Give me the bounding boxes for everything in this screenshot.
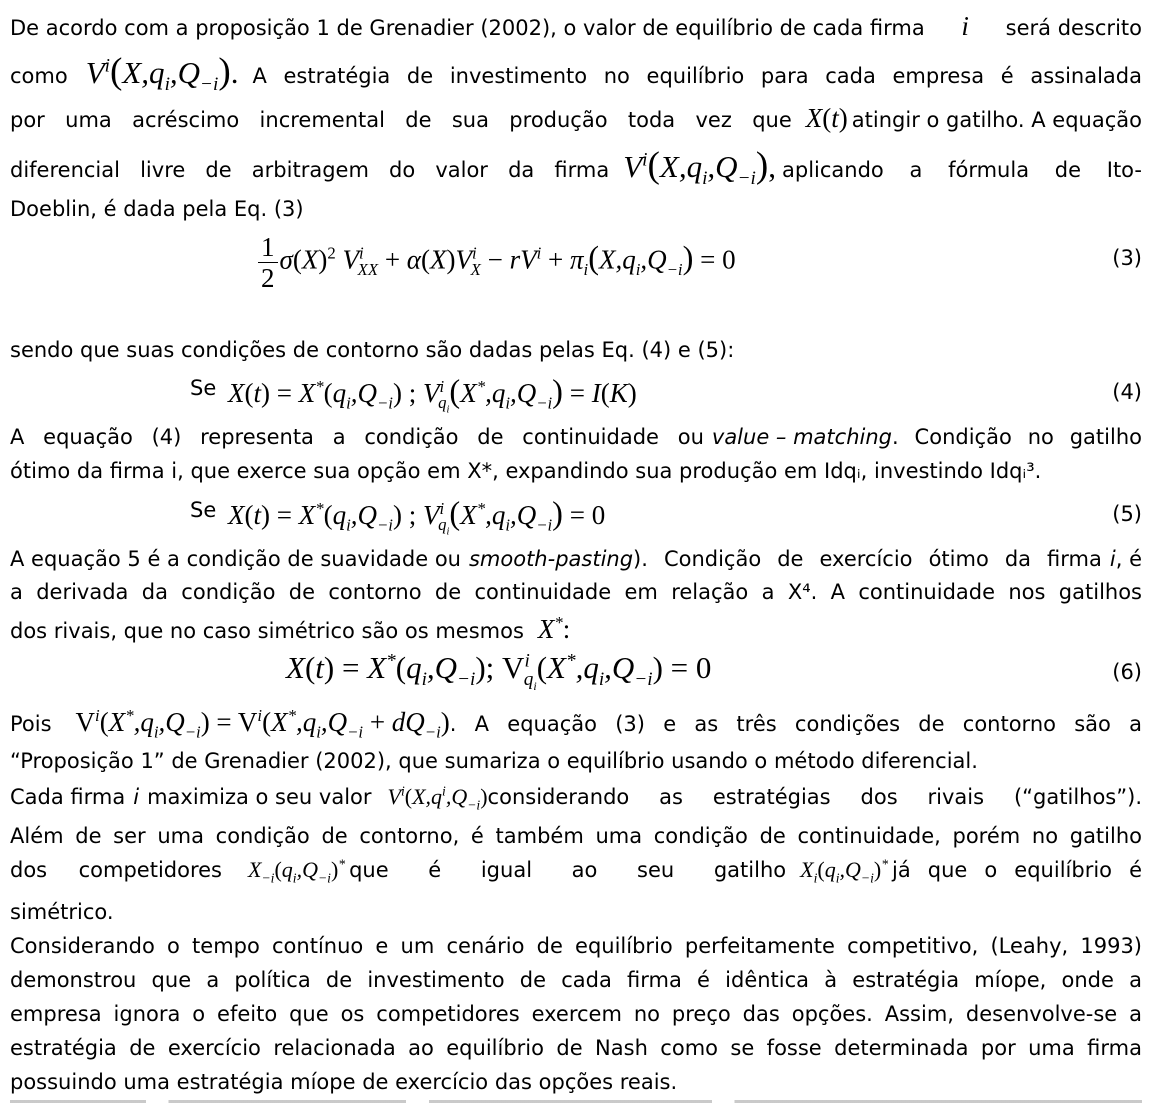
- text-run: aplicando a fórmula de Ito-: [782, 158, 1142, 182]
- paragraph-5-line-6: simétrico.: [10, 900, 114, 924]
- text-run: De acordo com a proposição 1 de Grenadier (2002), o valor de equilíbrio de cada firma: [10, 16, 925, 40]
- emphasis-smooth-pasting: smooth-pasting: [468, 547, 634, 571]
- paragraph-6-line-1: Considerando o tempo contínuo e um cenário de equilíbrio perfeitamente competitivo, (Leahy, 1993): [10, 934, 1142, 958]
- emphasis-i: i: [1109, 547, 1116, 571]
- text-run: considerando as estratégias dos rivais (“gatilhos”).: [487, 785, 1142, 809]
- paragraph-5-line-4: Além de ser uma condição de contorno, é também uma condição de continuidade, porém no gatilho: [10, 824, 1142, 848]
- text-run: dos rivais, que no caso simétrico são os mesmos: [10, 619, 524, 643]
- equation-5: [0, 492, 1152, 536]
- paragraph-5-line-3: [10, 783, 1142, 811]
- paragraph-6-line-5: possuindo uma estratégia míope de exercício das opções reais.: [10, 1070, 678, 1094]
- math-own-trigger: $X_i(q_i,Q_{-i})^*$: [800, 856, 888, 886]
- text-run: Cada firma: [10, 785, 126, 809]
- text-run: , é: [1115, 547, 1142, 571]
- paragraph-4-line-3: [10, 615, 1142, 645]
- paragraph-4-line-2: a derivada da condição de contorno de continuidade em relação a X⁴. A continuidade nos gatilhos: [10, 580, 1142, 604]
- paragraph-5-line-5: [10, 856, 1142, 884]
- text-run: . A equação (3) e as três condições de contorno são a: [449, 712, 1142, 736]
- emphasis-i: i: [133, 785, 140, 809]
- paragraph-5-line-1: [10, 706, 1142, 742]
- text-run: . Condição no gatilho: [892, 425, 1142, 449]
- fraction-one-half: $\frac{1}{2}$: [258, 232, 278, 293]
- paragraph-6-line-2: demonstrou que a política de investimento de cada firma é idêntica à estratégia míope, onde a: [10, 968, 1142, 992]
- equation-6: [0, 650, 1152, 694]
- text-run: dos competidores: [10, 858, 222, 882]
- equation-4: [0, 370, 1152, 414]
- paragraph-5-line-2: “Proposição 1” de Grenadier (2002), que sumariza o equilíbrio usando o método diferencial.: [10, 749, 978, 773]
- equation-6-body: $X(t) = X^*(q_i,Q_{-i})$; $V^i_{q_i}(X^*,q_i,Q_{-i}) = 0$: [286, 650, 712, 694]
- text-run: A equação 5 é a condição de suavidade ou: [10, 547, 461, 571]
- cut-off-next-line: [10, 1096, 1142, 1104]
- paragraph-6-line-3: empresa ignora o efeito que os competidores exercem no preço das opções. Assim, desenvolve-se a: [10, 1002, 1142, 1026]
- text-run: que é igual ao seu gatilho: [349, 858, 787, 882]
- text-run: por uma acréscimo incremental de sua produção toda vez que: [10, 108, 792, 132]
- equation-number: (5): [1112, 502, 1142, 526]
- math-x-of-t: X(t): [805, 103, 848, 133]
- equation-number: (6): [1112, 660, 1142, 684]
- equation-number: (3): [1112, 246, 1142, 270]
- paragraph-3-line-1: [10, 423, 1142, 451]
- equation-3: [0, 232, 1152, 294]
- paragraph-2: sendo que suas condições de contorno são dadas pelas Eq. (4) e (5):: [10, 338, 735, 362]
- text-run: A estratégia de investimento no equilíbrio para cada empresa é assinalada: [252, 64, 1142, 88]
- math-symbol-i: i: [961, 11, 969, 41]
- equation-3-body: $\frac{1}{2}$ $\sigma(X)^2$ $V^i_{XX} + \alpha(X)V^i_X - rV^i + \pi_i(X,q_i,Q_{-i}) = 0$: [258, 232, 736, 293]
- paragraph-1-line-4: [10, 145, 1142, 190]
- paragraph-1-line-2: [10, 51, 1142, 96]
- equation-4-body: $X(t) = X^*(q_i,Q_{-i})$ ; $V^i_{q_i}(X^*,q_i,Q_{-i}) = I(K)$: [228, 374, 637, 416]
- paragraph-1-line-3: [10, 104, 1142, 134]
- math-value-identity: $V^i(X^*,q_i,Q_{-i}) = V^i(X^*,q_i,Q_{-i} + dQ_{-i})$: [75, 706, 450, 742]
- math-value-function: $V^i(X,q_i,Q_{-i})$.: [85, 51, 239, 96]
- paragraph-6-line-4: estratégia de exercício relacionada ao equilíbrio de Nash como se fosse determinada por uma firma: [10, 1036, 1142, 1060]
- emphasis-value-matching: value – matching: [711, 425, 892, 449]
- equation-prefix: Se: [190, 498, 217, 522]
- paragraph-4-line-1: [10, 545, 1142, 573]
- paragraph-1-line-5: Doeblin, é dada pela Eq. (3): [10, 197, 304, 221]
- equation-number: (4): [1112, 380, 1142, 404]
- text-run: será descrito: [1005, 16, 1142, 40]
- math-rival-trigger: $X_{-i}(q_i,Q_{-i})^*$: [248, 856, 346, 886]
- math-value-function: $V^i(X,q_i,Q_{-i})$,: [623, 145, 776, 190]
- equation-5-body: $X(t) = X^*(q_i,Q_{-i})$ ; $V^i_{q_i}(X^*,q_i,Q_{-i}) = 0$: [228, 496, 606, 538]
- text-run: A equação (4) representa a condição de continuidade ou: [10, 425, 704, 449]
- math-x-star: X*:: [537, 613, 571, 644]
- equation-prefix: Se: [190, 376, 217, 400]
- math-value-function: $V^i(X,q^i,Q_{-i})$: [387, 783, 488, 813]
- text-run: já que o equilíbrio é: [892, 858, 1142, 882]
- text-run: Pois: [10, 712, 52, 736]
- text-run: atingir o gatilho. A equação: [851, 108, 1142, 132]
- text-run: ). Condição de exercício ótimo da firma: [633, 547, 1102, 571]
- text-run: maximiza o seu valor: [147, 785, 372, 809]
- paragraph-1-line-1: [10, 12, 1142, 42]
- text-run: diferencial livre de arbitragem do valor da firma: [10, 158, 610, 182]
- paragraph-3-line-2: ótimo da firma i, que exerce sua opção em X*, expandindo sua produção em Idqᵢ, investindo Idqᵢ³.: [10, 459, 1042, 483]
- text-run: como: [10, 64, 68, 88]
